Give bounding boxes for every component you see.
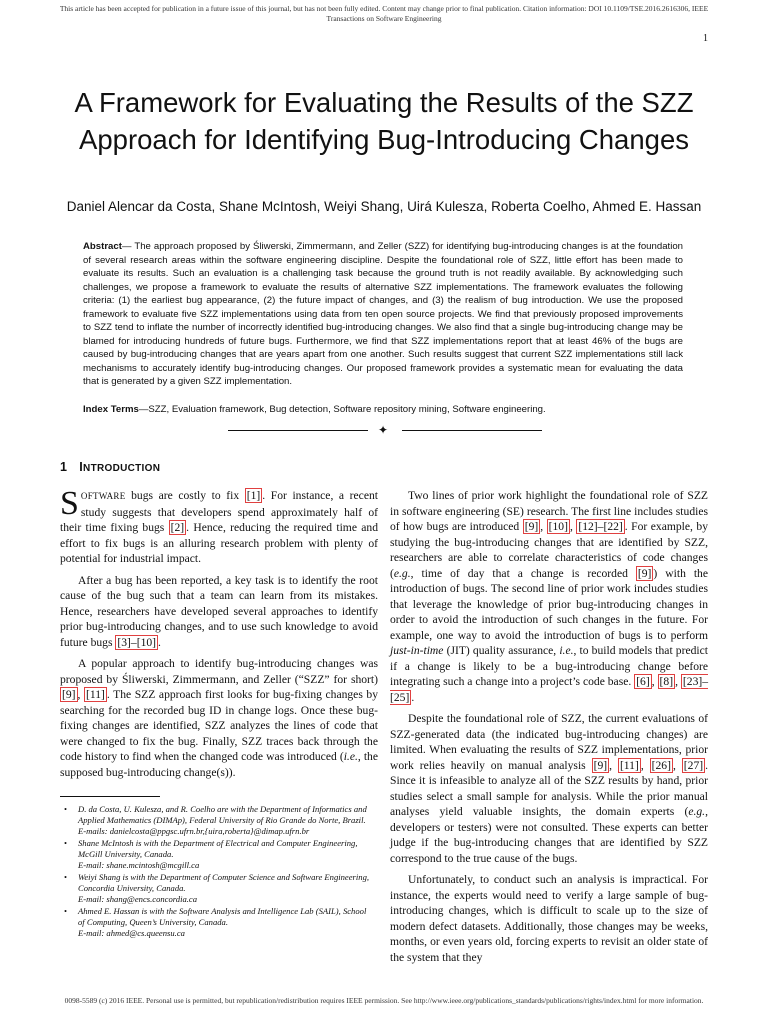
bullet-icon: • [64,804,68,814]
section-title-rest: NTRODUCTION [83,463,161,474]
footnote-email: E-mail: shang@encs.concordia.ca [78,894,198,904]
smallcaps-word: OFTWARE [80,491,126,501]
citation-link[interactable]: [9] [62,688,76,701]
paragraph-text: , developers or testers) were not consulted. These experts can better judge if the bug-introducing changes that are identified by SZZ correspond to the true cause of the bugs. [390,805,708,865]
paper-title: A Framework for Evaluating the Results of the SZZ Approach for Identifying Bug-Introducing Changes [74,87,694,156]
paragraph-text: , [569,520,577,533]
index-terms [83,403,683,416]
paragraph [60,656,378,780]
paragraph-text: bugs are costly to fix [125,489,245,502]
divider-line-left [228,430,368,431]
paragraph-text: , [609,758,618,772]
section-divider [228,424,542,438]
author-list: Daniel Alencar da Costa, Shane McIntosh, Weiyi Shang, Uirá Kulesza, Roberta Coelho, Ahmed E. Hassan [66,199,702,214]
paragraph [390,711,708,866]
abstract [83,240,683,389]
citation-link[interactable]: [2] [170,521,185,534]
footnote-item [62,872,372,905]
section-title-initial: I [79,460,84,474]
section-number: 1 [60,460,68,474]
index-terms-text: —SZZ, Evaluation framework, Bug detection, Software repository mining, Software engineering. [138,404,546,415]
paragraph-text: , [640,758,650,772]
paragraph-text: . For instance, a recent study suggests that developers spend approximately half of their time fixing bugs [60,489,378,534]
paragraph-text: . [158,635,161,649]
paragraph-text: , [675,675,681,688]
footnote-text: Weiyi Shang is with the Department of Computer Science and Software Engineering, Concordia University, Canada. [78,872,370,893]
paragraph [390,872,708,965]
paragraph [60,485,378,567]
citation-link[interactable]: [9] [524,520,539,533]
paragraph-text: Unfortunately, to conduct such an analysis is impractical. For instance, the experts would need to verify a large sample of bug-introducing changes, which is difficult to scale up to the size of modern defect datasets. Additionally, those changes may be weeks, months, or even years old, forcing experts to revisit an older state of the system that they [390,873,708,964]
italic-abbrev: e.g. [688,805,706,818]
paragraph-text: A popular approach to identify bug-introducing changes was proposed by Śliwerski, Zimmermann, and Zeller (“SZZ” for short) [60,657,378,686]
publication-notice [20,4,748,24]
paragraph-text: , [77,688,84,701]
footnote-text: D. da Costa, U. Kulesza, and R. Coelho are with the Department of Informatics and Applied Mathematics (DIMAp), Federal University of Rio Grande do Norte, Brazil. [78,804,367,825]
paragraph-text: . For example, by studying the bug-introducing changes that are identified by SZZ, researchers are able to correlate characteristics of code changes ( [390,520,709,580]
paragraph-text: . [411,690,415,704]
paragraph-text: After a bug has been reported, a key task is to identify the root cause of the bug such that a team can learn from its mistakes. Hence, researchers have developed several approaches to identify prior bug-introducing changes, and to use such knowledge to avoid future bugs [60,573,378,649]
paragraph [60,573,378,651]
citation-link[interactable]: [8] [659,675,674,688]
footnote-text: Ahmed E. Hassan is with the Software Analysis and Intelligence Lab (SAIL), School of Computing, Queen’s University, Canada. [78,906,367,927]
bullet-icon: • [64,838,68,848]
publication-notice-line1: This article has been accepted for publication in a future issue of this journal, but has not been fully edited. Content may change prior to final publication. Citation information: DOI 10.1109/TSE.2016.2616306, IEEE [59,4,709,13]
copyright-notice: 0098-5589 (c) 2016 IEEE. Personal use is permitted, but republication/redistribution requires IEEE permission. See http://www.ieee.org/publications_standards/publications/rights/index.html for more information. [64,996,704,1005]
abstract-label: Abstract [83,241,122,252]
abstract-text: The approach proposed by Śliwerski, Zimmermann, and Zeller (SZZ) for identifying bug-introducing changes is at the foundation of several research areas within the software engineering discipline. Despite the foundational role of SZZ, little effort has been made to evaluate its results. Such an evaluation is a challenging task because the ground truth is not readily available. By acknowledging such challenges, we propose a framework to evaluate the results of alternative SZZ implementations. The framework evaluates the following criteria: (1) the earliest bug appearance, (2) the future impact of changes, and (3) the realism of bug introduction. We use the proposed framework to evaluate five SZZ implementations using data from ten open source projects. We find that previously proposed improvements to SZZ tend to inflate the number of incorrectly identified bug-introducing changes. We also find that a single bug-introducing change may be blamed for introducing hundreds of future bugs. Furthermore, we find that SZZ implementations report that at least 46% of the bugs are caused by bug-introducing changes that are years apart from one another. Such results suggest that current SZZ implementations still lack mechanisms to accurately identify bug-introducing changes. Our proposed framework provides a systematic mean for evaluating the data that is generated by a given SZZ implementation. [83,241,683,387]
right-column [390,488,708,971]
abstract-dash: — [121,241,135,252]
citation-link[interactable]: [26] [651,758,671,772]
citation-link[interactable]: [12]–[22] [578,520,623,533]
index-terms-label: Index Terms [83,404,139,415]
citation-link[interactable]: [11] [619,758,639,772]
citation-link[interactable]: [6] [636,675,650,688]
footnotes [62,804,372,940]
paragraph-text: , [672,758,682,772]
citation-link[interactable]: [27] [683,758,704,772]
citation-link[interactable]: [10] [548,520,568,533]
footnote-text: Shane McIntosh is with the Department of Electrical and Computer Engineering, McGill University, Canada. [78,838,358,859]
footnote-email: E-mail: ahmed@cs.queensu.ca [78,928,185,938]
paragraph-text: Despite the foundational role of SZZ, the current evaluations of SZZ-generated data (the indicated bug-introducing changes) are limited. When evaluating the results of SZZ implementations, prior work relies heavily on manual analysis [390,712,708,772]
paragraph-text: . Since it is infeasible to analyze all of the SZZ results by hand, prior studies select a small sample for analysis. While the prior manual analyses yield valuable insights, the domain experts ( [390,758,709,818]
footnote-item [62,838,372,871]
bullet-icon: • [64,906,68,916]
footnote-item [62,804,372,837]
paragraph-text: . Hence, reducing the required time and effort to fix bugs is an alluring research problem with plenty of potential for industrial impact. [60,521,378,565]
footnote-email: E-mails: danielcosta@ppgsc.ufrn.br,{uira,roberta}@dimap.ufrn.br [78,826,310,836]
paragraph-text: , [540,520,547,533]
drop-cap: S [60,485,79,522]
paragraph [390,488,708,705]
italic-abbrev: i.e. [559,644,574,657]
paragraph-text: (JIT) quality assurance, [443,644,560,657]
citation-link[interactable]: [3]–[10] [117,635,157,649]
page-number: 1 [703,33,708,44]
paragraph-text: . The SZZ approach first looks for bug-fixing changes by searching for the recorded bug ID in change logs. Once these bug-fixing changes are identified, SZZ analyzes the lines of code that were changed to fix the bug. Finally, SZZ traces back through the code history to find when the changed code was introduced ( [60,688,379,763]
paragraph-text: , time of day that a change is recorded [410,566,636,580]
paragraph-text: ) with the introduction of bugs. The second line of prior work includes studies that leverage the knowledge of prior bug-introducing changes in order to avoid the introduction of such changes in the future. For example, one way to avoid the introduction of bugs is to perform [390,566,708,642]
citation-link[interactable]: [1] [246,489,261,502]
paragraph-text: , [651,675,658,688]
publication-notice-line2: Transactions on Software Engineering [326,14,442,23]
paragraph-text: , to build models that predict if a change is likely to be a bug-introducing change before integrating such a change into a project’s code base. [390,644,708,688]
citation-link[interactable]: [9] [637,566,652,580]
divider-ornament-icon: ✦ [378,423,389,437]
citation-link[interactable]: [11] [86,688,105,701]
citation-link[interactable]: [9] [593,758,608,772]
footnote-rule [60,796,160,797]
footnote-item [62,906,372,939]
section-heading [60,460,160,474]
footnote-email: E-mail: shane.mcintosh@mcgill.ca [78,860,200,870]
paragraph-text: , the supposed bug-introducing change(s)). [60,750,379,779]
divider-line-right [402,430,542,431]
italic-term: just-in-time [390,644,444,657]
italic-abbrev: i.e. [343,750,358,763]
paragraph-text: Two lines of prior work highlight the foundational role of SZZ in software engineering (SE) research. The first line includes studies of how bugs are introduced [390,489,708,533]
bullet-icon: • [64,872,68,882]
italic-abbrev: e.g. [393,566,411,580]
left-column [60,485,379,786]
citation-link[interactable]: [23]–[25] [390,675,709,704]
